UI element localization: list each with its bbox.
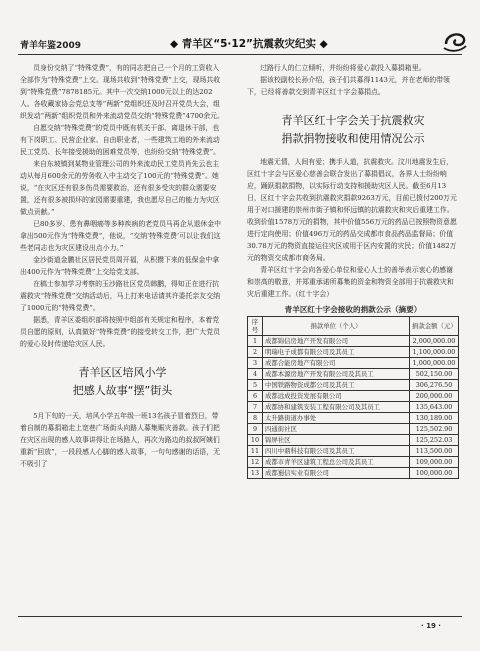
left-paragraphs-bottom (20, 410, 225, 470)
row-number: 10 (248, 435, 263, 446)
table-row (248, 413, 459, 424)
paragraph: 据悉，青羊区委组织部将按照中组部有关规定和程序，本着党员自愿的原则，认真做好“特殊党费”的接受转交工作，把广大党员的爱心及时传递给灾区人民。 (20, 316, 220, 348)
table-row (248, 358, 459, 369)
donor-name: 成都协和建筑安装工程有限公司及其员工 (263, 402, 410, 413)
donation-amount: 1,100,000.00 (410, 347, 459, 358)
donor-name: 四通街社区 (263, 424, 410, 435)
table-row (248, 369, 459, 380)
paragraph: 据该校副校长孙介绍，孩子们共募得1143元，并在老师的带领下，已经将善款交到青羊区红十字会募捐点。 (247, 76, 450, 96)
paragraph: 5月下旬的一天，培风小学五年级一班13名孩子冒着烈日，带着自制的募捐箱走上宽巷广场街头向路人募集赈灾善款。孩子们把在灾区出现的感人故事讲得让在场路人，再次为路边的叔叔阿姨们重新“回放”，一段段感人心脚的感人故事，一句句感谢的话语，无不吸引了 (20, 412, 220, 468)
row-number: 4 (248, 369, 263, 380)
row-number: 8 (248, 413, 263, 424)
right-column (247, 62, 459, 479)
table-row (248, 457, 459, 468)
paragraph: 金沙街道金鹏社区居民党员周开福，从积攒下来的低保金中拿出400元作为“特殊党费”上交给党支部。 (20, 256, 220, 276)
section-title: ◆ 青羊区“5·12”抗震救灾纪实 ◆ (170, 38, 328, 50)
donor-name: 成都本源房地产开发有限公司及其员工 (263, 369, 410, 380)
table-row (248, 435, 459, 446)
right-paragraphs-top (247, 62, 459, 98)
yearbook-label: 青羊年鉴2009 (20, 41, 82, 51)
donor-name: 成都合能房地产有限公司 (263, 358, 410, 369)
row-number: 9 (248, 424, 263, 435)
donor-name: 明瑞电子成都有限公司及其员工 (263, 347, 410, 358)
paragraph: 过路行人的仁立倾听，并纷纷将爱心款投入募捐箱里。 (260, 64, 426, 72)
row-number: 1 (248, 336, 263, 347)
donor-name: 四川中鼎科技有限公司及其员工 (263, 446, 410, 457)
donation-amount: 125,502.90 (410, 424, 459, 435)
donation-amount: 109,000.00 (410, 457, 459, 468)
donor-name: 锦屏社区 (263, 435, 410, 446)
paragraph: 自愿交纳“特殊党费”的党员中既有机关干部、离退休干部，也有下岗职工、民营企业家、自由职业者，一些建筑工地的外来流动民工党员、长年接受援助的困难党员等，也纷纷交纳“特殊党费”。 (20, 124, 220, 156)
row-number: 11 (248, 446, 263, 457)
donation-amount: 502,150.00 (410, 369, 459, 380)
article-heading-line-2: 把感人故事“摆”街头 (72, 384, 173, 397)
donation-amount: 125,252.03 (410, 435, 459, 446)
footer-rule (18, 616, 462, 617)
donation-table-title: 青羊区红十字会接收的捐款公示（摘要） (284, 305, 422, 314)
table-header-row (248, 317, 459, 336)
header-rule (18, 54, 462, 55)
donation-amount: 2,000,000.00 (410, 336, 459, 347)
header-no: 序号 (248, 317, 263, 336)
notice-heading-line-2: 捐款捐物接收和使用情况公示 (281, 132, 425, 145)
donation-amount: 135,643.00 (410, 402, 459, 413)
article-heading-line-1: 青羊区区培风小学 (78, 366, 167, 379)
paragraph: 地震无情，人间有爱；携手人道，抗震救灾。汶川地震发生后，区红十字会与区爱心慈善会联合发出了募捐倡议，各界人士纷纷响应，踊跃捐款捐物，以实际行动支持和援助灾区人民。截至6月13日，区红十字会共收到抗震救灾捐款9263万元，目前已拨付200万元用于对口援建的崇州市街子镇和怀远镇的抗震救灾和灾后重建工作。收到价值1578万元的捐物，其中价值556万元的药品已按照物资意愿进行定向使用；价值496万元的药品交成都市食品药品监督局；价值30.78万元的物资直接运往灾区或用于区内安置的灾民；价值1482万元的物资交成都市商务局。 (247, 158, 457, 262)
table-row (248, 468, 459, 479)
row-number: 7 (248, 402, 263, 413)
paragraph: 青羊区红十字会向各爱心单位和爱心人士的善举表示衷心的感谢和崇高的敬意，并郑重承诺所募集的资金和物资全部用于抗震救灾和灾后重建工作。（红十字会） (247, 266, 454, 298)
donor-name: 成都市青羊区建筑工程总公司及其员工 (263, 457, 410, 468)
paragraph: 在稿士参加学习考察的玉沙路社区党员韩鹏，得知正在进行抗震救灾“特殊党费”交纳活动后，马上打来电话请其许委托亲友交纳了1000元的“特殊党费”。 (20, 280, 220, 312)
page-number: · 19 · (421, 622, 441, 630)
donation-amount: 1,000,000.00 (410, 358, 459, 369)
donor-name: 太升路街道办事处 (263, 413, 410, 424)
donation-table-body (248, 336, 459, 479)
row-number: 12 (248, 457, 263, 468)
donor-name: 成都锦信房地产开发有限公司 (263, 336, 410, 347)
header-amount: 捐款金额（元） (410, 317, 459, 336)
table-row (248, 402, 459, 413)
donation-amount: 113,500.00 (410, 446, 459, 457)
swirl-logo-icon (442, 30, 468, 54)
table-row (248, 424, 459, 435)
paragraph: 来自东坡镇到某物业管理公司的外来流动民工党员肖先云也主动从每月600余元的劳务收入中主动交了100元的“特殊党费”。她说，“在灾区还有很多伤员需要救治，还有很多受灾的群众需要安置，还有很多被损坏的家园需要重建，我也愿尽自己的能力为灾区做点贡献。” (20, 160, 220, 216)
donor-name: 成都蜀信实业有限公司 (263, 468, 410, 479)
table-row (248, 347, 459, 358)
row-number: 3 (248, 358, 263, 369)
table-row (248, 336, 459, 347)
table-row (248, 446, 459, 457)
paragraph: 员身份交纳了“特殊党费”，有的同志把自己一个月的工资收入全部作为“特殊党费”上交。现场共收到“特殊党费”上交，现场共收到“特殊党费”7878185元。其中一次交纳1000元以上的达202人。各收藏家协会党总支等“两新”党组织还及时召开党员大会，组织发动“两新”组织党员和外来流动党员交纳“特殊党费”4700余元。 (20, 64, 224, 120)
row-number: 5 (248, 380, 263, 391)
paragraph: 已80多岁、患有鼻咽癌等多种疾病的老党员马再企从退休金中拿出500元作为“特殊党费”，他说，“交纳‘特殊党费’可以让我们这些老同志也为灾区建设出点小力。” (20, 220, 222, 252)
row-number: 13 (248, 468, 263, 479)
right-paragraphs-middle (247, 156, 459, 300)
donation-amount: 100,000.00 (410, 468, 459, 479)
row-number: 2 (248, 347, 263, 358)
left-column (20, 62, 225, 470)
table-row (248, 391, 459, 402)
header-donor: 捐款单位（个人） (263, 317, 410, 336)
table-row (248, 380, 459, 391)
donation-table (247, 316, 459, 479)
row-number: 6 (248, 391, 263, 402)
notice-heading-line-1: 青羊区红十字会关于抗震救灾 (281, 114, 425, 127)
page-header (12, 36, 468, 52)
left-paragraphs-top (20, 62, 225, 350)
donor-name: 成都远成投资发展有限公司 (263, 391, 410, 402)
donation-amount: 130,189.00 (410, 413, 459, 424)
donor-name: 中国铁路物资成都公司及其员工 (263, 380, 410, 391)
donation-amount: 306,276.50 (410, 380, 459, 391)
donation-amount: 200,000.00 (410, 391, 459, 402)
